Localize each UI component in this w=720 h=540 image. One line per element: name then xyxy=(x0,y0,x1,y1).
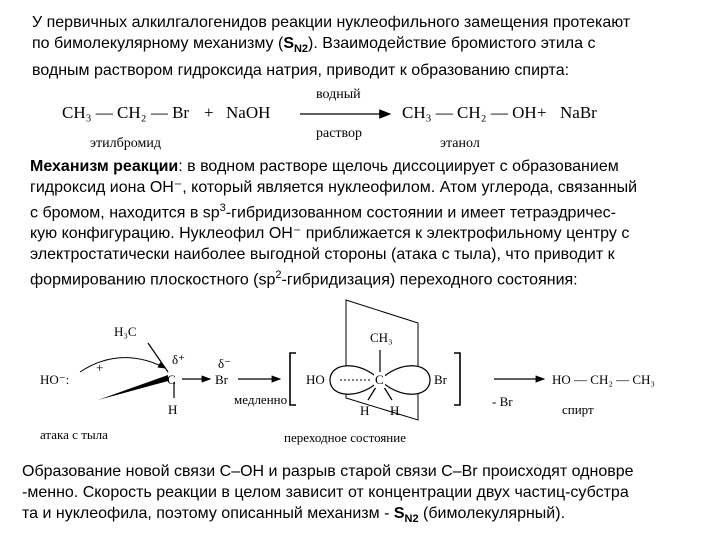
ts-carbon: C xyxy=(375,372,384,387)
concl-line-2: -менно. Скорость реакции в целом зависит от концентрации двух частиц-субстра xyxy=(22,484,629,501)
delta-minus: δ⁻ xyxy=(218,356,231,371)
bracket-left xyxy=(290,353,296,405)
mech-line-2: гидроксид иона OH⁻, который является нуклеофилом. Атом углерода, связанный xyxy=(30,179,638,196)
mechanism-title: Механизм реакции xyxy=(30,158,179,175)
sn2-sub: N2 xyxy=(293,43,309,56)
reactant-naoh: NaOH xyxy=(226,103,271,122)
reactant-ethyl-bromide: CH₃ — CH₂ — Br xyxy=(62,103,190,122)
intro-line-2-post: ). Взаимодействие бромистого этила с xyxy=(308,35,596,52)
sn2-symbol-2 xyxy=(393,505,419,526)
ts-plane xyxy=(346,300,418,420)
intro-line-3: водным раствором гидроксида натрия, приводит к образованию спирта: xyxy=(32,62,570,80)
intro-line-1: У первичных алкилгалогенидов реакции нуклеофильного замещения протекают xyxy=(32,14,631,31)
concl-line-1: Образование новой связи C–OH и разрыв старой связи C–Br происходят одновре xyxy=(22,463,634,480)
attack-curve xyxy=(80,358,165,372)
ho-nucleophile: HO⁻: xyxy=(40,372,70,387)
mech-line-6-post: -гибридизация) переходного состояния: xyxy=(281,271,578,289)
sn2-sub-2: N2 xyxy=(404,513,419,526)
above-arrow-label: водный xyxy=(316,87,361,102)
h-atom: H xyxy=(168,402,178,417)
below-arrow-label: раствор xyxy=(316,126,363,141)
mech-line-1-text: : в водном растворе щелочь диссоциирует с образованием xyxy=(178,158,619,175)
mech-line-3-pre: с бромом, находится в sp xyxy=(30,204,220,222)
ts-ch3: CH₃ xyxy=(370,330,393,345)
product-nabr: NaBr xyxy=(560,103,597,122)
sp2-sup: 2 xyxy=(275,269,282,282)
product-ethanol: CH₃ — CH₂ — OH xyxy=(402,103,537,122)
wedge-bond xyxy=(98,375,168,400)
product-alcohol: HO — CH₂ — CH₃ xyxy=(552,372,655,387)
bracket-right xyxy=(454,353,460,405)
h3c-label: H₃C xyxy=(114,324,137,339)
concl-line-3-post: (бимолекулярный). xyxy=(418,505,566,522)
plus-sign-1: + xyxy=(204,103,214,122)
plus-sign-2: + xyxy=(537,103,547,122)
label-ethyl-bromide: этилбромид xyxy=(90,136,161,151)
ts-label: переходное состояние xyxy=(284,430,406,445)
ts-h1: H xyxy=(360,403,370,418)
orbital-right xyxy=(380,366,430,395)
delta-plus: δ⁺ xyxy=(172,352,185,367)
carbon-atom: C xyxy=(167,372,176,387)
concl-line-3 xyxy=(22,503,712,530)
ts-br: Br xyxy=(434,372,447,387)
intro-line-2-pre: по бимолекулярному механизму ( xyxy=(32,35,284,52)
minus-br-label: - Br xyxy=(492,394,513,409)
slow-label: медленно xyxy=(234,392,288,407)
attack-label: атака с тыла xyxy=(40,427,108,442)
ts-ho: HO xyxy=(306,372,325,387)
conclusion-paragraph xyxy=(22,461,712,530)
br-leaving: Br xyxy=(215,372,228,387)
orbital-left xyxy=(330,366,380,395)
sn2-s-2: S xyxy=(393,505,405,522)
concl-line-3-pre: та и нуклеофила, поэтому описанный механизм - xyxy=(22,505,394,522)
sp3-sup: 3 xyxy=(219,202,226,214)
label-ethanol: этанол xyxy=(440,136,480,151)
attack-plus: + xyxy=(96,360,104,375)
sn2-s: S xyxy=(283,35,294,52)
mech-line-6-pre: формированию плоскостного (sp xyxy=(30,271,276,289)
ts-h2: H xyxy=(390,403,400,418)
mech-line-3-post: -гибридизованном состоянии и имеет тетраэдричес- xyxy=(225,204,616,222)
mech-line-5: электростатически наиболее выгодной стороны (атака с тыла), что приводит к xyxy=(30,246,615,264)
mech-line-4: кую конфигурацию. Нуклеофил OH⁻ приближается к электрофильному центру с xyxy=(30,225,630,243)
product-label: спирт xyxy=(562,402,594,417)
